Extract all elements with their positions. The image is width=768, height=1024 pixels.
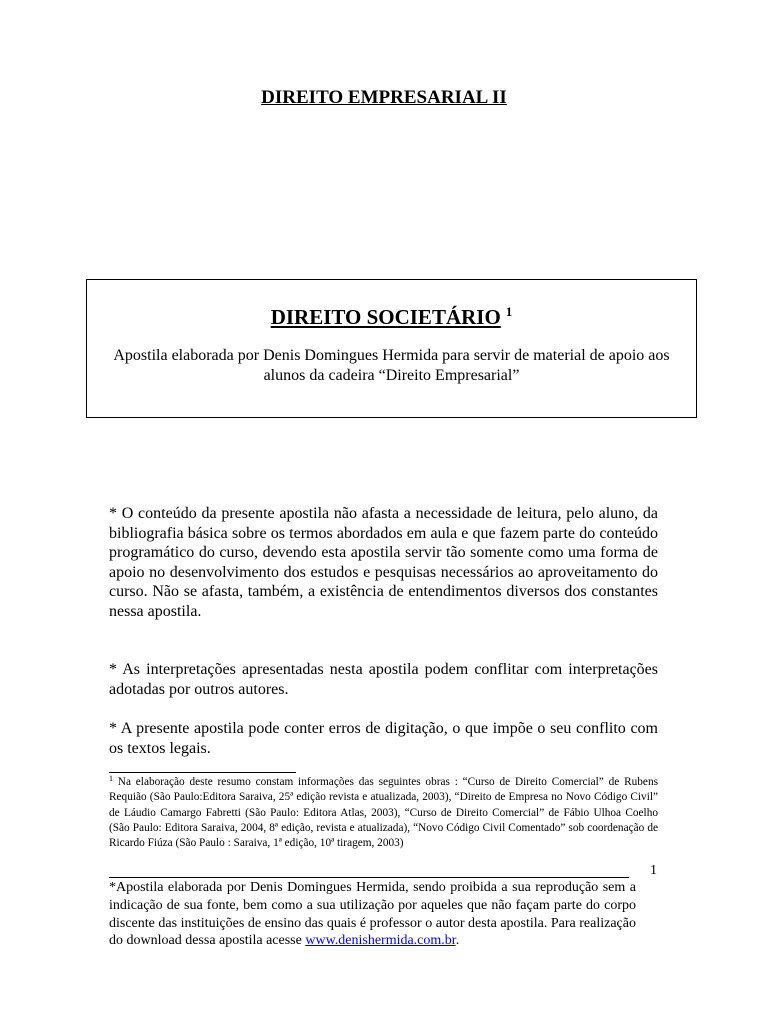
footnote-text: Na elaboração deste resumo constam informações das seguintes obras : “Curso de Direito Comercial” de Rubens Requião (São Paulo:Editora Saraiva, 25ª edição revista e atualizada, 2003), “Direito de Empresa no Novo Código Civil” de Láudio Camargo Fabretti (São Paulo: Editora Atlas, 2003), “Curso de Direito Comercial” de Fábio Ulhoa Coelho (São Paulo: Editora Saraiva, 2004, 8ª edição, revista e atualizada), “Novo Código Civil Comentado” sob coordenação de Ricardo Fiúza (São Paulo : Saraiva, 1ª edição, 10ª tiragem, 2003) (109, 776, 658, 850)
section-title (87, 303, 696, 331)
footer-notice-text: *Apostila elaborada por Denis Domingues Hermida, sendo proibida a sua reprodução sem a indicação de sua fonte, bem como a sua utilização por aqueles que não façam parte do corpo discente das instituições de ensino das quais é professor o autor desta apostila. Para realização do download dessa apostila acesse (109, 880, 636, 949)
page-number: 1 (650, 863, 657, 878)
title-box (86, 279, 697, 418)
document-title: DIREITO EMPRESARIAL II (261, 87, 507, 108)
section-title-text: DIREITO SOCIETÁRIO (270, 305, 501, 329)
footer-notice (109, 879, 636, 950)
disclaimer-paragraph: * O conteúdo da presente apostila não afasta a necessidade de leitura, pelo aluno, da bibliografia básica sobre os termos abordados em aula e que fazem parte do conteúdo programático do curso, devendo esta apostila servir tão somente como uma forma de apoio no desenvolvimento dos estudos e pesquisas necessários ao aproveitamento do curso. Não se afasta, também, a existência de entendimentos diversos dos constantes nessa apostila. (109, 505, 658, 620)
box-description: Apostila elaborada por Denis Domingues Hermida para servir de material de apoio aos alunos da cadeira “Direito Empresarial” (113, 347, 670, 384)
footnote-marker: 1 (109, 774, 113, 783)
footnote (109, 775, 658, 851)
footnote-divider (109, 772, 296, 773)
footer-divider (109, 877, 629, 878)
footer-notice-end: . (455, 933, 460, 949)
disclaimer-paragraph: * As interpretações apresentadas nesta apostila podem conflitar com interpretações adotadas por outros autores. (109, 661, 658, 698)
disclaimer-paragraph: * A presente apostila pode conter erros de digitação, o que impõe o seu conflito com os textos legais. (109, 720, 658, 757)
website-link[interactable]: www.denishermida.com.br (305, 933, 456, 949)
footnote-reference[interactable]: 1 (505, 304, 513, 319)
